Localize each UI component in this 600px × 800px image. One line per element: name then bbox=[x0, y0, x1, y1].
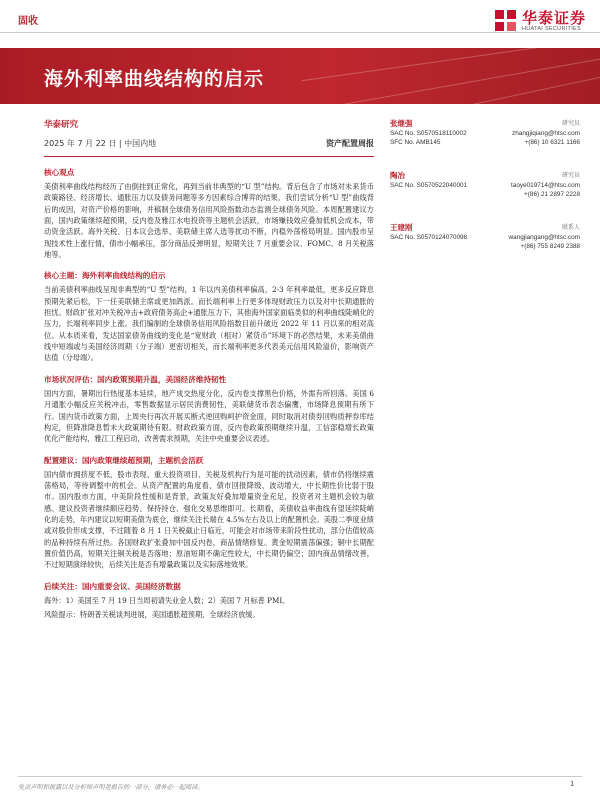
meta-divider bbox=[44, 156, 374, 157]
brand-name-cn: 华泰证券 bbox=[521, 9, 586, 27]
section-title-allocation: 配置建议：国内政策继续超预期，主题机会活跃 bbox=[44, 455, 204, 465]
huatai-logo-icon bbox=[495, 10, 517, 32]
analyst-phone: +(86) 755 8249 2388 bbox=[520, 243, 580, 250]
header-divider bbox=[0, 32, 600, 33]
page-number: 1 bbox=[570, 781, 574, 788]
banner-decoration bbox=[383, 69, 600, 104]
analyst-name: 王建刚 bbox=[390, 223, 413, 232]
report-date: 2025 年 7 月 22 日 bbox=[44, 139, 117, 148]
analyst-role: 研究员 bbox=[561, 172, 580, 179]
section-paragraph: 当前美债利率曲线呈现非典型的“U 型”结构，1 年以内美债利率偏高，2-3 年利率最低，更多反应降息预期先紧后松，下一任美联储主席或更加鸽派。而长端利率上行更多体现财政压力以及对中长期通胀的担忧。财政扩张对冲关税冲击+政府债务高企+通胀压力下，其他海外国家面临类似的利率曲线陡峭化的压力，长端利率同步上涨。我们编制的全球债务信用风险指数目前升破近 2022 年 11 月以来的相对高位。从本质来看，发达国家债务曲线的变化是“宽财政（相对）紧货币”环境下的必然结果，未来美债曲线中短端或与美国经济周期（分子端）更密切相关，而长端利率更多代表美元信用风险溢价，影响资产估值（分母端）。 bbox=[44, 285, 374, 363]
brand-logo bbox=[495, 10, 586, 32]
analyst-phone: +(86) 10 6321 1166 bbox=[524, 139, 580, 146]
analyst-sac: SAC No. S0570124070098 bbox=[390, 234, 468, 241]
analyst-name: 张继强 bbox=[390, 119, 413, 128]
report-meta bbox=[44, 138, 374, 152]
category-label: 固收 bbox=[18, 16, 38, 27]
section-paragraph: 海外：1）美国至 7 月 19 日当周初请失业金人数；2）美国 7 月标普 PMI。 bbox=[44, 595, 290, 605]
analyst-email[interactable]: wangjiangang@htsc.com bbox=[508, 234, 580, 241]
analyst-phone: +(86) 21 2897 2228 bbox=[524, 191, 580, 198]
research-org: 华泰研究 bbox=[44, 120, 79, 130]
section-paragraph: 美债利率曲线结构经历了由倒挂到正常化，再到当前非典型的“U 型”结构。背后包含了市场对未来货币政策路径、经济增长、通胀压力以及债务问题等多方因素综合博弈的结果。我们尝试分析“U 型”曲线背后的成因，对资产价格的影响，并稿制全球债务信用风险指数动态监测全球债务风险。本周配置建议方面，国内政策继续超预期，反内卷及雅江水电投资等主题机会活跃，市场赚钱效应叠加低机会成本，带动资金活跃。海外关税、日本议会选举、美联储主席人选等扰动不断，内稳外荡格局明显。国内股市呈现技术性上涨行情，债市小幅承压，部分商品反弹明显，短期关注 7 月重要会议、FOMC、8 月关税落地等。 bbox=[44, 182, 374, 260]
analyst-card bbox=[390, 170, 580, 222]
analyst-sac: SAC No. S0570522040001 bbox=[390, 182, 468, 189]
footer-disclaimer: 免责声明和披露以及分析师声明是报告的一部分，请务必一起阅读。 bbox=[18, 784, 204, 791]
analyst-email[interactable]: zhangjiqiang@htsc.com bbox=[512, 130, 580, 137]
section-paragraph: 国内方面，暑期出行热度基本延续，地产成交热度分化，反内卷支撑黑色价格，外需有所回落。美国 6 月通胀小幅反应关税冲击，零售数据显示居民消费韧性，美联储货币表态偏鹰，市场降息预期有所下行。国内货币政策方面，上周央行再次开展买断式逆回购呵护资金面，同时取消对债券回购质押券库结构定，但降准降息暂未大政策期待有限。财政政策方面，反内卷政策预期继续升温，工信部稳增长政策优化产能结构，雅江工程启动，改善需求预期，关注中央重要会议表述。 bbox=[44, 388, 374, 444]
analyst-email[interactable]: taoye019714@htsc.com bbox=[510, 182, 580, 189]
section-paragraph: 国内债市拥挤度不低，股市表现、重大投资项目、关税及机构行为是可能的扰动因素，债市仍将继续震荡格局，等待调整中的机会。从资产配置的角度看，债市回报降级、波动增大，中长期性价比弱于股市。国内股市方面，中美阶段性缓和是背景，政策友好叠加增量资金充足，投资者对主题机会较为敏感。建议投资者继续顺应趋势、保持持仓、强化交易思维即可。长期看，美债收益率曲线有望延续陡峭化的走势，年内建议以短期美债为底仓，继续关注长端在 4.5%左右及以上的配置机会。美股二季度业绩或对股价形成支撑，不过随着 8 月 1 日关税截止日临近，可能会对市场带来阶段性扰动，部分估值较高的品种持续有所过热。各国财政扩张叠加中国反内卷，商品情绪修复。黄金短期震荡偏强；铜中长期配置价值仍高，短期关注铜关税是否落地；原油短期不确定性较大，中长期仍偏空；国内商品情绪改善，不过短期演绎较快，后续关注是否有增量政策以及实际落地效果。 bbox=[44, 469, 374, 570]
report-type: 资产配置周报 bbox=[326, 138, 374, 148]
report-title: 海外利率曲线结构的启示 bbox=[44, 68, 265, 90]
risk-warning: 风险提示：特朗普关税谈判进展，美国通胀超预期，全球经济放缓。 bbox=[44, 609, 260, 619]
section-title-market: 市场状况评估：国内政策预期升温，美国经济维持韧性 bbox=[44, 374, 227, 384]
analyst-card bbox=[390, 118, 580, 170]
analyst-card bbox=[390, 222, 580, 274]
analyst-sidebar bbox=[390, 118, 580, 274]
section-title-core-theme: 核心主题：海外利率曲线结构的启示 bbox=[44, 271, 166, 281]
footer-divider bbox=[18, 776, 582, 777]
analyst-sac: SAC No. S0570518110002 bbox=[390, 130, 467, 137]
meta-separator: | bbox=[118, 139, 125, 148]
section-title-core-view: 核心观点 bbox=[44, 168, 75, 177]
title-banner bbox=[0, 48, 600, 104]
section-title-watch: 后续关注：国内重要会议、美国经济数据 bbox=[44, 581, 181, 591]
banner-decoration bbox=[301, 48, 600, 81]
analyst-sfc: SFC No. AMB145 bbox=[390, 139, 441, 146]
brand-name-en: HUATAI SECURITIES bbox=[521, 26, 581, 32]
analyst-role: 研究员 bbox=[561, 120, 580, 127]
analyst-name: 陶冶 bbox=[390, 171, 405, 180]
analyst-role: 联系人 bbox=[561, 224, 580, 231]
report-body bbox=[44, 118, 374, 620]
report-region: 中国内地 bbox=[124, 139, 157, 148]
banner-decoration bbox=[342, 52, 600, 104]
